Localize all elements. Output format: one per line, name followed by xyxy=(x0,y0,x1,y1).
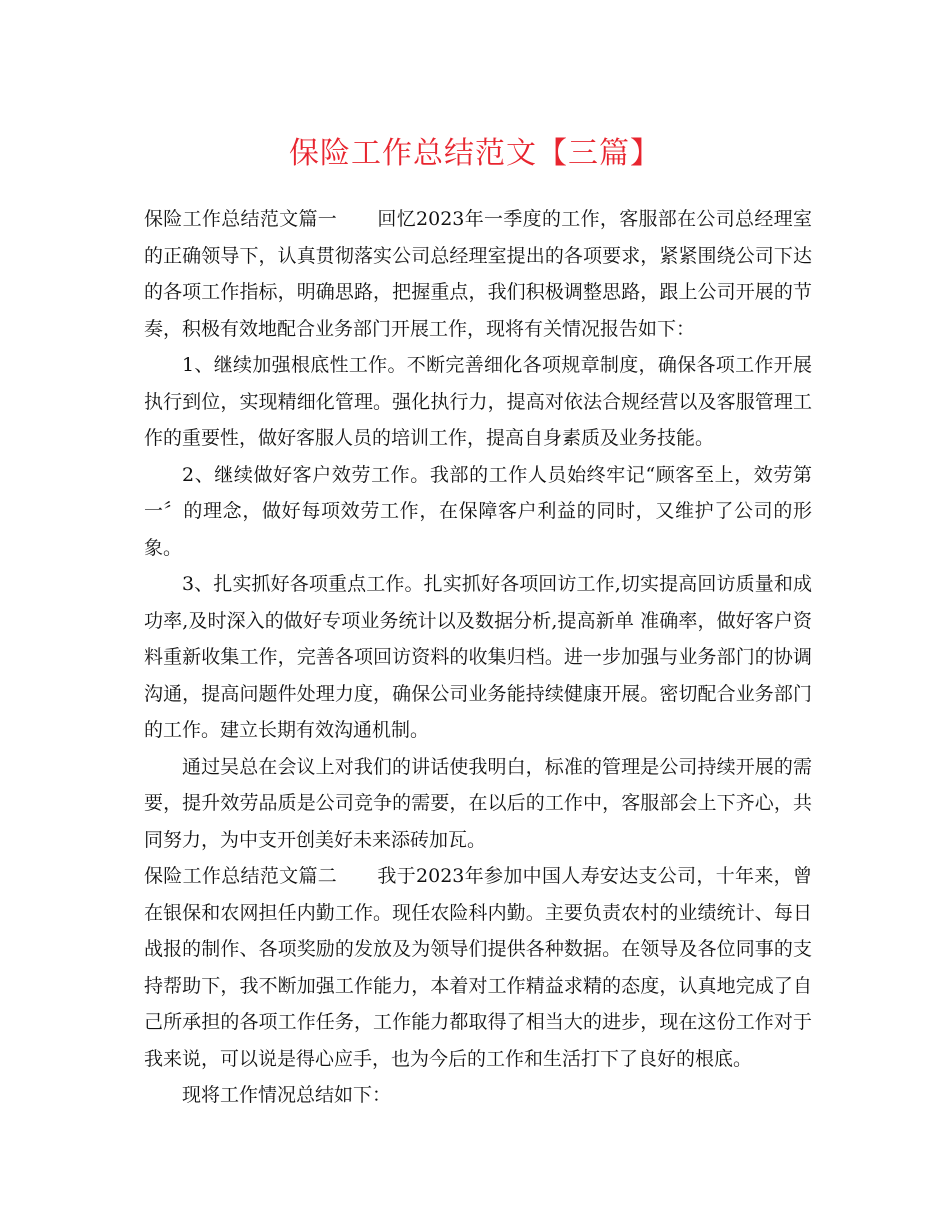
section2-heading: 保险工作总结范文篇二 xyxy=(144,865,338,887)
section2-intro: 我于2023年参加中国人寿安达支公司，十年来，曾在银保和农网担任内勤工作。现任农险科内勤。主要负责农村的业绩统计、每日战报的制作、各项奖励的发放及为领导们提供各种数据。在领导及各位同事的支持帮助下，我不断加强工作能力，本着对工作精益求精的态度，认真地完成了自己所承担的各项工作任务，工作能力都取得了相当大的进步，现在这份工作对于我来说，可以说是得心应手，也为今后的工作和生活打下了良好的根底。 xyxy=(144,865,812,1070)
section1-heading: 保险工作总结范文篇一 xyxy=(144,208,338,230)
section1-closing: 通过吴总在会议上对我们的讲话使我明白，标准的管理是公司持续开展的需要，提升效劳品质是公司竞争的需要，在以后的工作中，客服部会上下齐心，共同努力，为中支开创美好未来添砖加瓦。 xyxy=(144,755,812,851)
section1-item-3: 3、扎实抓好各项重点工作。扎实抓好各项回访工作,切实提高回访质量和成功率,及时深入的做好专项业务统计以及数据分析,提高新单 准确率，做好客户资料重新收集工作，完善各项回访资料的收集归档。进一步加强与业务部门的协调沟通，提高问题件处理力度，确保公司业务能持续健康开展。密切配合业务部门的工作。建立长期有效沟通机制。 xyxy=(144,573,812,741)
section1-item-2: 2、继续做好客户效劳工作。我部的工作人员始终牢记“顾客至上，效劳第一〞的理念，做好每项效劳工作，在保障客户利益的同时，又维护了公司的形象。 xyxy=(144,463,812,559)
document-body xyxy=(144,201,812,1114)
document-title: 保险工作总结范文【三篇】 xyxy=(289,136,661,171)
section2-summary-lead: 现将工作情况总结如下： xyxy=(182,1084,392,1106)
section2-intro-paragraph xyxy=(144,858,812,1077)
section1-intro-paragraph xyxy=(144,201,812,347)
section1-item-1: 1、继续加强根底性工作。不断完善细化各项规章制度，确保各项工作开展执行到位，实现精细化管理。强化执行力，提高对依法合规经营以及客服管理工作的重要性，做好客服人员的培训工作，提高自身素质及业务技能。 xyxy=(144,354,812,449)
section1-intro: 回忆2023年一季度的工作，客服部在公司总经理室的正确领导下，认真贯彻落实公司总经理室提出的各项要求，紧紧围绕公司下达的各项工作指标，明确思路，把握重点，我们积极调整思路，跟上公司开展的节奏，积极有效地配合业务部门开展工作，现将有关情况报告如下： xyxy=(144,208,812,340)
